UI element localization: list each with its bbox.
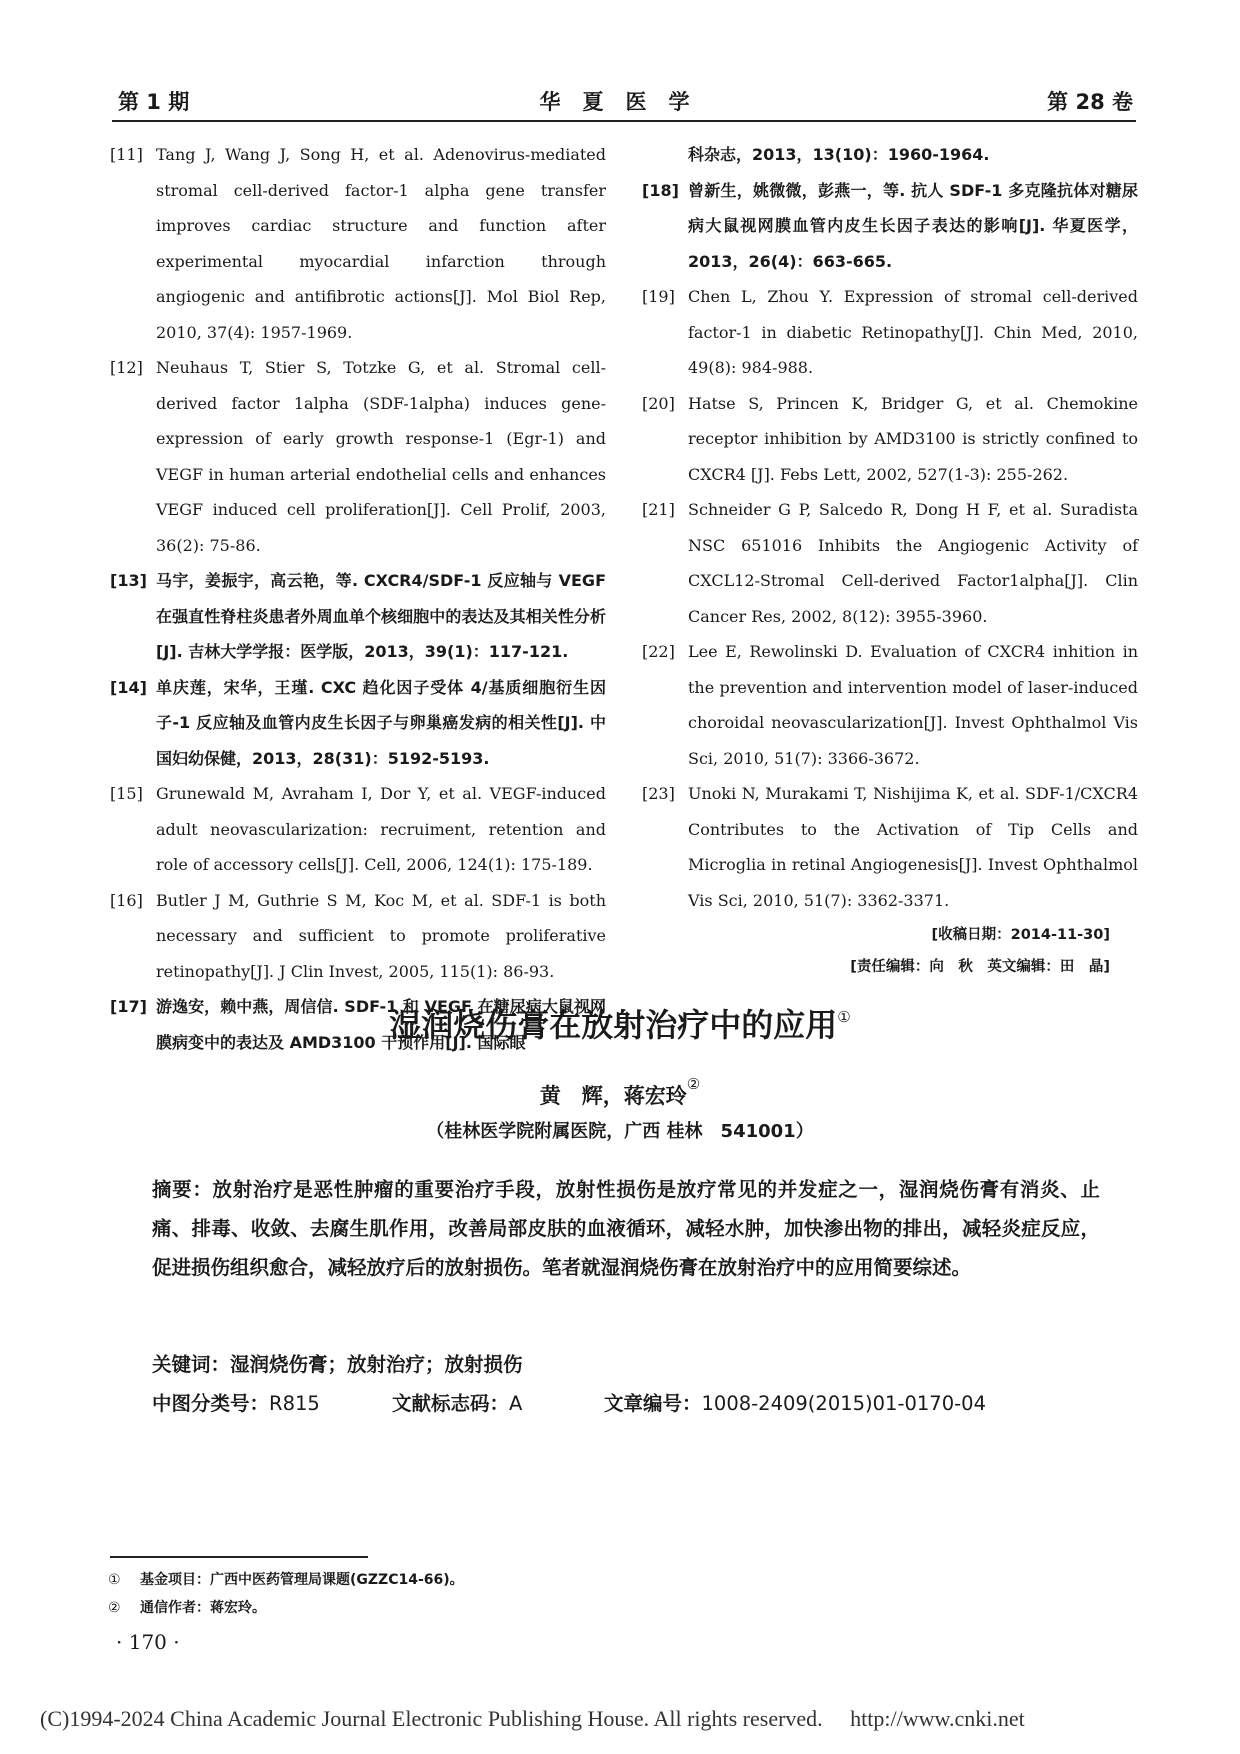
reference-12: [12] Neuhaus T, Stier S, Totzke G, et al. Stromal cell-derived factor 1alpha (SDF-1alpha) induces gene-expression of early growth response-1 (Egr-1) and VEGF in human arterial endothelial cells and enhances VEGF induced cell proliferation[J]. Cell Prolif, 2003, 36(2): 75-86. xyxy=(110,358,606,555)
running-header xyxy=(118,86,1133,116)
reference-16: [16] Butler J M, Guthrie S M, Koc M, et al. SDF-1 is both necessary and sufficient to promote proliferative retinopathy[J]. J Clin Invest, 2005, 115(1): 86-93. xyxy=(110,890,606,981)
title-footnote-mark: ① xyxy=(837,1008,851,1026)
reference-19: [19] Chen L, Zhou Y. Expression of stromal cell-derived factor-1 in diabetic Retinopathy[J]. Chin Med, 2010, 49(8): 984-988. xyxy=(642,287,1138,377)
volume-number: 第 28 卷 xyxy=(1047,90,1133,114)
reference-18: [18] 曾新生，姚微微，彭燕一，等. 抗人 SDF-1 多克隆抗体对糖尿病大鼠视网膜血管内皮生长因子表达的影响[J]. 华夏医学，2013，26(4)：663-665. xyxy=(642,180,1138,271)
footnote-correspondence: ② 通信作者：蒋宏玲。 xyxy=(108,1600,266,1616)
keywords: 关键词：湿润烧伤膏；放射治疗；放射损伤 xyxy=(152,1353,523,1376)
reference-23: [23] Unoki N, Murakami T, Nishijima K, et al. SDF-1/CXCR4 Contributes to the Activation of Tip Cells and Microglia in retinal Angiogenesis[J]. Invest Ophthalmol Vis Sci, 2010, 51(7): 3362-3371. xyxy=(642,784,1138,910)
references-right-column xyxy=(642,137,1138,982)
footnote-rule xyxy=(110,1556,368,1558)
editors-line: [责任编辑：向 秋 英文编辑：田 晶] xyxy=(850,959,1110,975)
classification-line xyxy=(152,1386,1100,1422)
clc-number: 中图分类号：R815 xyxy=(152,1392,320,1415)
references-left-column xyxy=(110,137,606,1060)
reference-22: [22] Lee E, Rewolinski D. Evaluation of CXCR4 inhition in the prevention and intervention model of laser-induced choroidal neovascularization[J]. Invest Ophthalmol Vis Sci, 2010, 51(7): 3366-3672. xyxy=(642,642,1138,768)
footnote-funding: ① 基金项目：广西中医药管理局课题(GZZC14-66)。 xyxy=(108,1572,464,1588)
author-affiliation: （桂林医学院附属医院，广西 桂林 541001） xyxy=(426,1121,814,1142)
reference-14: [14] 单庆莲，宋华，王瑾. CXC 趋化因子受体 4/基质细胞衍生因子-1 反应轴及血管内皮生长因子与卵巢癌发病的相关性[J]. 中国妇幼保健，2013，28(31)：5192-5193. xyxy=(110,677,606,768)
reference-11: [11] Tang J, Wang J, Song H, et al. Adenovirus-mediated stromal cell-derived factor-1 alpha gene transfer improves cardiac structure and function after experimental myocardial infarction through angiogenic and antifibrotic actions[J]. Mol Biol Rep, 2010, 37(4): 1957-1969. xyxy=(110,145,606,342)
reference-15: [15] Grunewald M, Avraham I, Dor Y, et al. VEGF-induced adult neovascularization: recruiment, retention and role of accessory cells[J]. Cell, 2006, 124(1): 175-189. xyxy=(110,784,606,874)
received-date: [收稿日期：2014-11-30] xyxy=(931,927,1110,943)
abstract: 摘要：放射治疗是恶性肿瘤的重要治疗手段，放射性损伤是放疗常见的并发症之一，湿润烧伤膏有消炎、止痛、排毒、收敛、去腐生肌作用，改善局部皮肤的血液循环，减轻水肿，加快渗出物的排出，减轻炎症反应，促进损伤组织愈合，减轻放疗后的放射损伤。笔者就湿润烧伤膏在放射治疗中的应用简要综述。 xyxy=(152,1178,1100,1279)
reference-17: [17] 游逸安，赖中燕，周信信. SDF-1 和 VEGF 在糖尿病大鼠视网膜病变中的表达及 AMD3100 干预作用[J]. 国际眼 xyxy=(110,997,606,1052)
article-authors: 黄 辉，蒋宏玲② xyxy=(539,1075,701,1108)
journal-name: 华夏医学 xyxy=(539,90,712,114)
header-rule xyxy=(112,120,1136,122)
reference-13: [13] 马宇，姜振宇，高云艳，等. CXCR4/SDF-1 反应轴与 VEGF 在强直性脊柱炎患者外周血单个核细胞中的表达及其相关性分析[J]. 吉林大学学报：医学版，2013，39(1)：117-121. xyxy=(110,571,606,661)
reference-20: [20] Hatse S, Princen K, Bridger G, et al. Chemokine receptor inhibition by AMD3100 is strictly confined to CXCR4 [J]. Febs Lett, 2002, 527(1-3): 255-262. xyxy=(642,393,1138,484)
copyright-notice: (C)1994-2024 China Academic Journal Electronic Publishing House. All rights reserved. http://www.cnki.net xyxy=(40,1706,1025,1731)
page-number: · 170 · xyxy=(116,1630,180,1654)
reference-17-continued: 科杂志，2013，13(10)：1960-1964. xyxy=(688,145,990,164)
issue-number: 第 1 期 xyxy=(118,90,190,114)
author-footnote-mark: ② xyxy=(686,1075,701,1093)
article-title: 湿润烧伤膏在放射治疗中的应用① xyxy=(389,1006,851,1044)
document-code: 文献标志码：A xyxy=(392,1392,523,1415)
article-number: 文章编号：1008-2409(2015)01-0170-04 xyxy=(604,1392,986,1415)
reference-21: [21] Schneider G P, Salcedo R, Dong H F, et al. Suradista NSC 651016 Inhibits the Angiogenic Activity of CXCL12-Stromal Cell-derived Factor1alpha[J]. Clin Cancer Res, 2002, 8(12): 3955-3960. xyxy=(642,500,1138,626)
